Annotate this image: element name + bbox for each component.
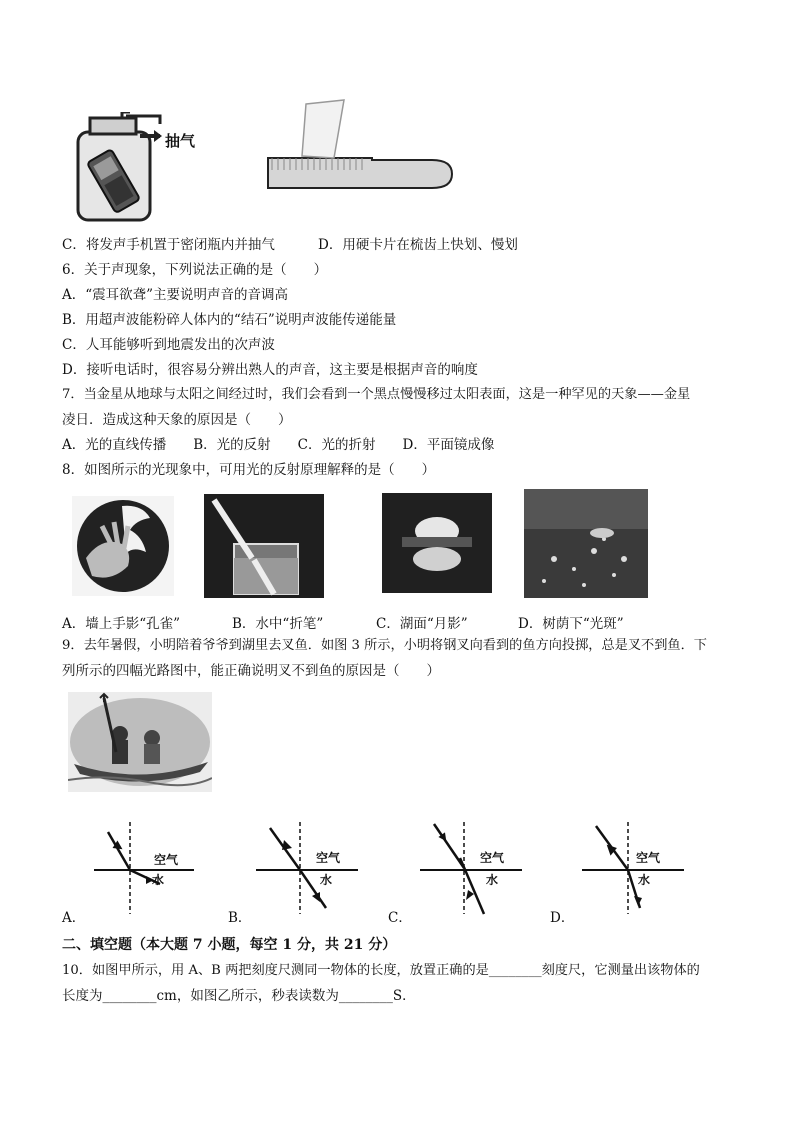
q10-line2: 长度为________cm，如图乙所示，秒表读数为________S． — [62, 988, 416, 1004]
comb-card-image — [262, 98, 462, 194]
q7-options: A．光的直线传播 B．光的反射 C．光的折射 D．平面镜成像 — [62, 437, 495, 453]
diagram-d-label: D． — [550, 910, 575, 926]
diagram-a-label: A． — [62, 910, 86, 926]
svg-text:水: 水 — [320, 873, 333, 887]
svg-text:水: 水 — [486, 873, 499, 887]
q9-stem-line2: 列所示的四幅光路图中，能正确说明叉不到鱼的原因是（ ） — [62, 663, 440, 679]
diagram-c — [410, 818, 540, 918]
tree-shade-image — [524, 489, 648, 598]
q9-stem-line1: 9．去年暑假，小明陪着爷爷到湖里去叉鱼．如图 3 所示，小明将钢叉向看到的鱼方向投掷，总是叉不到鱼．下 — [62, 638, 707, 653]
diagram-c-label: C． — [388, 910, 412, 926]
diagram-a — [84, 818, 214, 918]
q8-option-a: A．墙上手影“孔雀” — [62, 616, 181, 632]
pump-out-label: 抽气 — [165, 132, 196, 150]
svg-text:水: 水 — [638, 873, 651, 887]
q6-option-d: D．接听电话时，很容易分辨出熟人的声音，这主要是根据声音的响度 — [62, 362, 478, 378]
q5-option-d: D．用硬卡片在梳齿上快划、慢划 — [318, 237, 518, 253]
svg-text:水: 水 — [152, 873, 165, 887]
q5-option-c: C．将发声手机置于密闭瓶内并抽气 — [62, 237, 275, 253]
q6-stem: 6．关于声现象，下列说法正确的是（ ） — [62, 262, 328, 278]
q8-option-c: C．湖面“月影” — [376, 616, 468, 632]
bottle-phone-image — [70, 112, 210, 224]
q7-stem-line1: 7．当金星从地球与太阳之间经过时，我们会看到一个黑点慢慢移过太阳表面，这是一种罕见的天象——金星 — [62, 387, 691, 402]
q8-option-d: D．树荫下“光斑” — [518, 616, 624, 632]
diagram-b-label: B． — [228, 910, 252, 926]
q6-option-a: A．“震耳欲聋”主要说明声音的音调高 — [62, 287, 289, 303]
svg-text:空气: 空气 — [316, 851, 341, 865]
q8-stem: 8．如图所示的光现象中，可用光的反射原理解释的是（ ） — [62, 462, 436, 478]
fishing-boat-image — [68, 692, 212, 792]
q6-option-b: B．用超声波能粉碎人体内的“结石”说明声波能传递能量 — [62, 312, 397, 328]
diagram-b — [246, 818, 376, 918]
q8-option-b: B．水中“折笔” — [232, 616, 324, 632]
diagram-d — [572, 818, 702, 918]
hand-shadow-image — [72, 496, 174, 596]
q6-option-c: C．人耳能够听到地震发出的次声波 — [62, 337, 275, 353]
q10-line1: 10．如图甲所示，用 A、B 两把刻度尺测同一物体的长度，放置正确的是________刻度尺，它测量出该物体的 — [62, 963, 700, 978]
section-2-heading: 二、填空题（本大题 7 小题，每空 1 分，共 21 分） — [62, 937, 397, 953]
moon-reflection-image — [382, 493, 492, 593]
q7-stem-line2: 凌日．造成这种天象的原因是（ ） — [62, 412, 292, 428]
svg-text:空气: 空气 — [154, 853, 179, 867]
svg-text:空气: 空气 — [636, 851, 661, 865]
svg-text:空气: 空气 — [480, 851, 505, 865]
bent-pen-image — [204, 494, 324, 598]
